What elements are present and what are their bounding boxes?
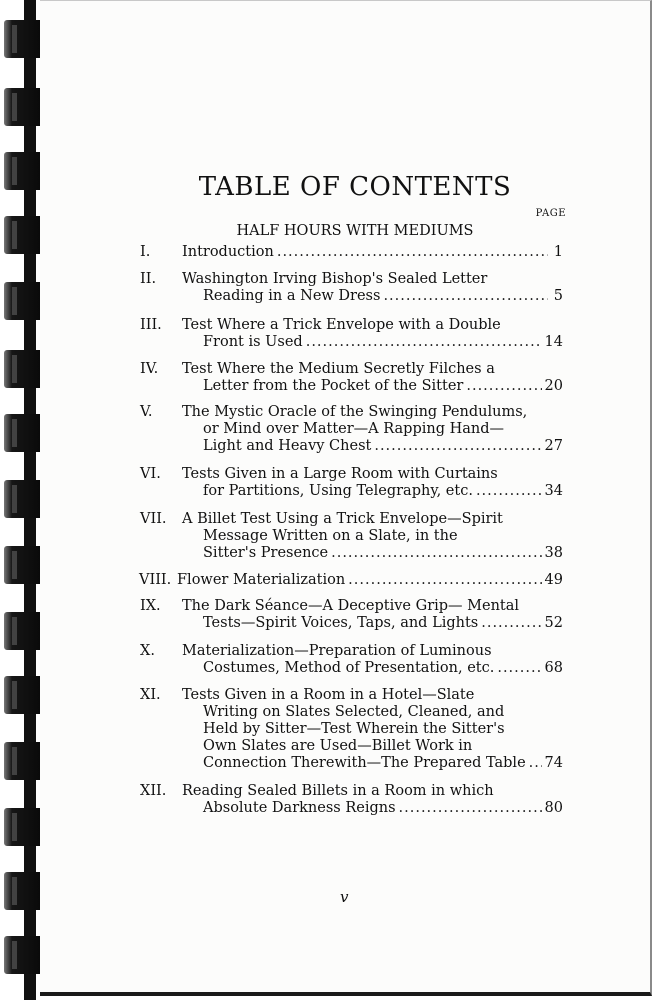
page-title: TABLE OF CONTENTS [198,172,512,202]
toc-entry-title-line: Materialization—Preparation of Luminous [182,643,492,659]
dot-leader [476,483,542,500]
toc-entry-number: VIII. [139,572,172,588]
toc-entry-title-line: Introduction [182,244,274,260]
toc-entry-title-line: Writing on Slates Selected, Cleaned, and [203,704,505,720]
toc-entry-title-line: Front is Used [203,334,303,350]
toc-entry-leader-line [203,438,563,455]
toc-entry-leader-line [203,615,563,632]
dot-leader [306,334,542,351]
toc-entry-number: XII. [140,783,167,799]
dot-leader [529,755,542,772]
toc-entry-title-line: Connection Therewith—The Prepared Table [203,755,526,771]
toc-entry-number: IX. [140,598,161,614]
toc-entry-number: I. [140,244,151,260]
toc-entry-number: VI. [140,466,161,482]
toc-entry-page: 38 [544,545,563,561]
toc-entry-page: 52 [544,615,563,631]
toc-entry-title-line: for Partitions, Using Telegraphy, etc. [203,483,473,499]
dot-leader [383,288,548,305]
dot-leader [399,800,542,817]
toc-entry-leader-line [203,483,563,500]
toc-entry-leader-line [203,545,563,562]
toc-entry-title-line: or Mind over Matter—A Rapping Hand— [203,421,505,437]
toc-entry-page: 1 [553,244,563,260]
spiral-binding [0,0,40,1000]
dot-leader [497,660,541,677]
toc-entry-title-line: A Billet Test Using a Trick Envelope—Spirit [182,511,503,527]
toc-entry-page: 68 [544,660,563,676]
dot-leader [466,378,541,395]
toc-entry-title-line: Tests—Spirit Voices, Taps, and Lights [203,615,479,631]
toc-entry-title-line: Own Slates are Used—Billet Work in [203,738,473,754]
toc-entry-number: IV. [140,361,159,377]
toc-entry-page: 27 [544,438,563,454]
toc-entry-leader-line [203,660,563,677]
page-number: v [340,888,349,906]
toc-entry-page: 20 [544,378,563,394]
toc-entry-title-line: Tests Given in a Large Room with Curtains [182,466,498,482]
toc-entry-page: 34 [544,483,563,499]
toc-entry-leader-line [203,334,563,351]
toc-entry-title-line: Message Written on a Slate, in the [203,528,458,544]
dot-leader [277,244,548,261]
toc-entry-title-line: Test Where the Medium Secretly Filches a [182,361,495,377]
toc-entry-leader-line [182,244,563,261]
toc-entry-title-line: Held by Sitter—Test Wherein the Sitter's [203,721,505,737]
toc-entry-title-line: Tests Given in a Room in a Hotel—Slate [182,687,475,703]
toc-entry-title-line: Light and Heavy Chest [203,438,372,454]
toc-entry-number: V. [140,404,153,420]
toc-entry-page: 80 [544,800,563,816]
toc-entry-number: VII. [140,511,167,527]
toc-entry-page: 74 [544,755,563,771]
toc-entry-title-line: Reading Sealed Billets in a Room in which [182,783,494,799]
toc-entry-title-line: Reading in a New Dress [203,288,381,304]
toc-entry-title-line: Sitter's Presence [203,545,329,561]
toc-entry-title-line: Letter from the Pocket of the Sitter [203,378,464,394]
toc-entry-number: X. [140,643,155,659]
toc-entry-leader-line [203,288,563,305]
toc-entry-number: II. [140,271,157,287]
toc-entry-title-line: The Dark Séance—A Deceptive Grip— Mental [182,598,520,614]
dot-leader [374,438,541,455]
toc-entry-leader-line [177,572,563,589]
dot-leader [348,572,541,589]
page-column-label: PAGE [535,208,566,219]
section-title: HALF HOURS WITH MEDIUMS [236,223,474,239]
toc-entry-number: XI. [140,687,161,703]
toc-entry-title-line: Costumes, Method of Presentation, etc. [203,660,495,676]
toc-entry-leader-line [203,755,563,772]
toc-entry-number: III. [140,317,162,333]
toc-entry-leader-line [203,800,563,817]
toc-entry-title-line: The Mystic Oracle of the Swinging Pendulums, [182,404,528,420]
dot-leader [331,545,541,562]
toc-entry-page: 5 [553,288,563,304]
toc-entry-page: 14 [544,334,563,350]
toc-entry-title-line: Washington Irving Bishop's Sealed Letter [182,271,488,287]
toc-entry-page: 49 [544,572,563,588]
dot-leader [481,615,541,632]
toc-entry-title-line: Test Where a Trick Envelope with a Double [182,317,501,333]
toc-entry-title-line: Absolute Darkness Reigns [203,800,396,816]
toc-entry-title-line: Flower Materialization [177,572,346,588]
toc-entry-leader-line [203,378,563,395]
